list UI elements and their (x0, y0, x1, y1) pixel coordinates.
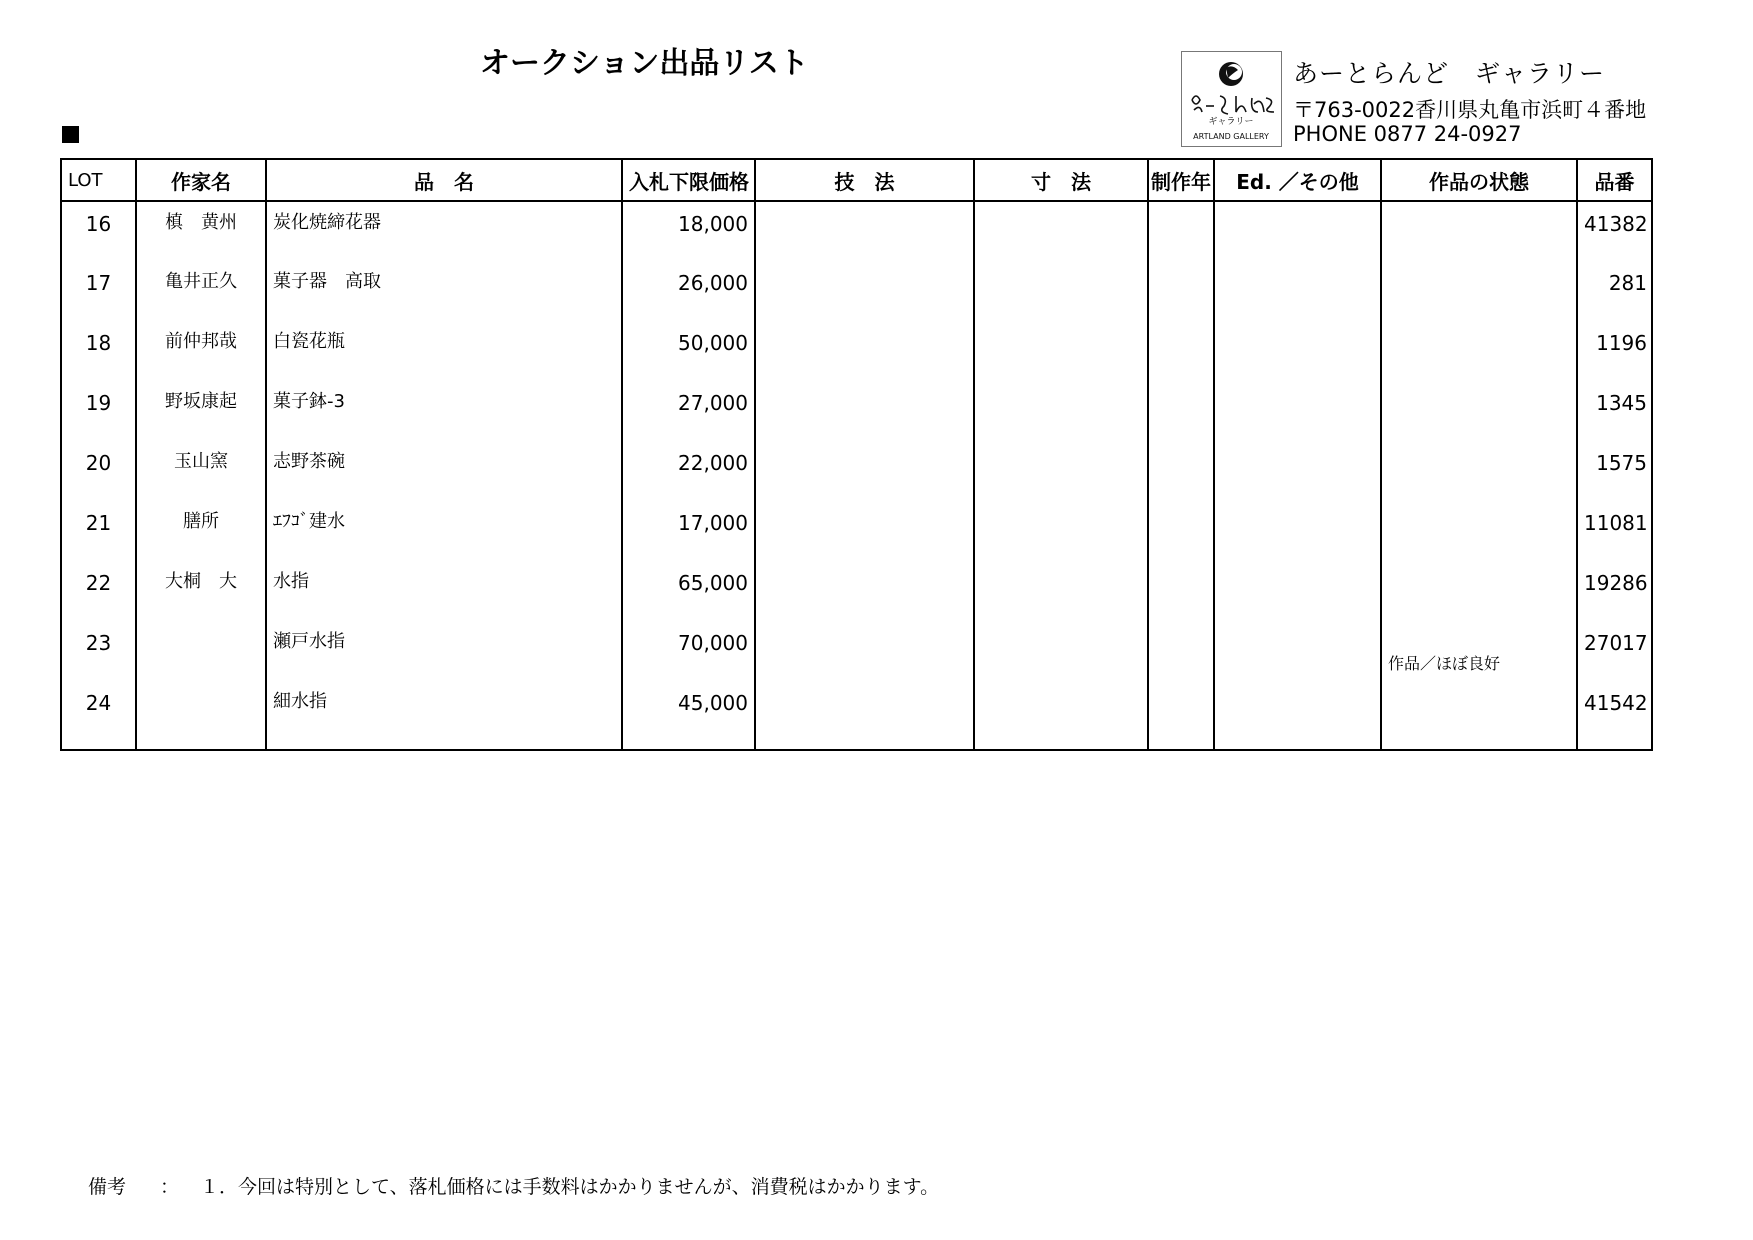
cell-lot: 20 (61, 441, 136, 501)
filler-cell (1381, 741, 1577, 750)
cell-artist: 前仲邦哉 (136, 321, 266, 381)
table-header-row (61, 159, 1652, 201)
filler-cell (622, 741, 755, 750)
cell-technique (755, 621, 974, 681)
cell-item-no: 19286 (1577, 561, 1652, 621)
header-lot: LOT (61, 159, 136, 201)
cell-year (1148, 561, 1214, 621)
cell-dimensions (974, 441, 1148, 501)
cell-edition (1214, 261, 1381, 321)
cell-condition: 作品／ほぼ良好 (1381, 621, 1577, 681)
table-row (61, 261, 1652, 321)
cell-item-no: 41382 (1577, 201, 1652, 261)
header-artist: 作家名 (136, 159, 266, 201)
cell-dimensions (974, 681, 1148, 741)
cell-year (1148, 381, 1214, 441)
cell-edition (1214, 201, 1381, 261)
cell-edition (1214, 321, 1381, 381)
cell-min-price: 70,000 (622, 621, 755, 681)
header-dimensions: 寸 法 (974, 159, 1148, 201)
cell-lot: 19 (61, 381, 136, 441)
cell-item: 志野茶碗 (266, 441, 622, 501)
cell-min-price: 27,000 (622, 381, 755, 441)
header-item-no: 品番 (1577, 159, 1652, 201)
cell-condition (1381, 561, 1577, 621)
cell-item: 菓子鉢-3 (266, 381, 622, 441)
section-square-marker (62, 126, 79, 143)
auction-list-table (60, 158, 1653, 751)
table-row (61, 201, 1652, 261)
cell-min-price: 22,000 (622, 441, 755, 501)
cell-technique (755, 321, 974, 381)
header-year: 制作年 (1148, 159, 1214, 201)
cell-technique (755, 681, 974, 741)
cell-year (1148, 681, 1214, 741)
table-row (61, 681, 1652, 741)
cell-item-no: 1345 (1577, 381, 1652, 441)
cell-dimensions (974, 261, 1148, 321)
filler-cell (1148, 741, 1214, 750)
cell-dimensions (974, 381, 1148, 441)
cell-artist (136, 621, 266, 681)
logo-mark-icon (1182, 52, 1281, 146)
cell-item: ｴﾌｺﾞ建水 (266, 501, 622, 561)
table-row (61, 381, 1652, 441)
cell-condition (1381, 261, 1577, 321)
cell-item: 細水指 (266, 681, 622, 741)
cell-lot: 22 (61, 561, 136, 621)
cell-item-no: 1575 (1577, 441, 1652, 501)
gallery-phone: PHONE 0877 24-0927 (1293, 122, 1522, 146)
gallery-name: あーとらんど ギャラリー (1293, 59, 1606, 88)
cell-min-price: 45,000 (622, 681, 755, 741)
remarks-note (88, 1172, 939, 1199)
cell-item-no: 11081 (1577, 501, 1652, 561)
filler-cell (1214, 741, 1381, 750)
cell-item: 瀬戸水指 (266, 621, 622, 681)
cell-edition (1214, 441, 1381, 501)
remarks-text: １．今回は特別として、落札価格には手数料はかかりませんが、消費税はかかります。 (200, 1176, 940, 1198)
cell-item-no: 41542 (1577, 681, 1652, 741)
header-min-price: 入札下限価格 (622, 159, 755, 201)
cell-min-price: 26,000 (622, 261, 755, 321)
header-edition: Ed. ／その他 (1214, 159, 1381, 201)
cell-artist: 野坂康起 (136, 381, 266, 441)
filler-cell (61, 741, 136, 750)
filler-cell (136, 741, 266, 750)
cell-lot: 17 (61, 261, 136, 321)
cell-edition (1214, 501, 1381, 561)
cell-condition (1381, 381, 1577, 441)
cell-edition (1214, 561, 1381, 621)
cell-lot: 21 (61, 501, 136, 561)
svg-text:ARTLAND GALLERY: ARTLAND GALLERY (1193, 132, 1269, 141)
cell-min-price: 65,000 (622, 561, 755, 621)
cell-dimensions (974, 621, 1148, 681)
cell-edition (1214, 381, 1381, 441)
cell-edition (1214, 681, 1381, 741)
cell-year (1148, 321, 1214, 381)
svg-text:ギャラリー: ギャラリー (1208, 117, 1254, 127)
filler-cell (266, 741, 622, 750)
cell-year (1148, 441, 1214, 501)
cell-artist: 膳所 (136, 501, 266, 561)
cell-edition (1214, 621, 1381, 681)
header-condition: 作品の状態 (1381, 159, 1577, 201)
cell-artist: 槙 黄州 (136, 201, 266, 261)
cell-year (1148, 621, 1214, 681)
table-row (61, 621, 1652, 681)
table-row (61, 501, 1652, 561)
cell-year (1148, 201, 1214, 261)
cell-artist: 大桐 大 (136, 561, 266, 621)
cell-artist: 亀井正久 (136, 261, 266, 321)
cell-dimensions (974, 501, 1148, 561)
cell-min-price: 18,000 (622, 201, 755, 261)
filler-cell (974, 741, 1148, 750)
cell-lot: 23 (61, 621, 136, 681)
cell-dimensions (974, 201, 1148, 261)
cell-condition (1381, 501, 1577, 561)
remarks-separator: ： (160, 1176, 180, 1198)
table-filler-row (61, 741, 1652, 750)
cell-year (1148, 261, 1214, 321)
cell-condition (1381, 201, 1577, 261)
cell-technique (755, 381, 974, 441)
cell-item: 炭化焼締花器 (266, 201, 622, 261)
page-title: オークション出品リスト (480, 46, 809, 81)
cell-artist: 玉山窯 (136, 441, 266, 501)
cell-lot: 24 (61, 681, 136, 741)
cell-technique (755, 201, 974, 261)
cell-dimensions (974, 561, 1148, 621)
remarks-label: 備考 (88, 1176, 127, 1198)
cell-condition (1381, 441, 1577, 501)
cell-year (1148, 501, 1214, 561)
cell-item-no: 281 (1577, 261, 1652, 321)
header-item: 品 名 (266, 159, 622, 201)
cell-artist (136, 681, 266, 741)
cell-item: 白瓷花瓶 (266, 321, 622, 381)
cell-item-no: 27017 (1577, 621, 1652, 681)
table-row (61, 441, 1652, 501)
cell-dimensions (974, 321, 1148, 381)
gallery-logo (1181, 51, 1282, 147)
cell-lot: 18 (61, 321, 136, 381)
cell-technique (755, 261, 974, 321)
gallery-address: 〒763-0022香川県丸亀市浜町４番地 (1293, 98, 1647, 122)
cell-technique (755, 441, 974, 501)
filler-cell (755, 741, 974, 750)
cell-lot: 16 (61, 201, 136, 261)
cell-condition (1381, 321, 1577, 381)
cell-item: 菓子器 高取 (266, 261, 622, 321)
cell-technique (755, 561, 974, 621)
table-row (61, 321, 1652, 381)
cell-min-price: 50,000 (622, 321, 755, 381)
table-row (61, 561, 1652, 621)
cell-min-price: 17,000 (622, 501, 755, 561)
cell-item-no: 1196 (1577, 321, 1652, 381)
filler-cell (1577, 741, 1652, 750)
cell-item: 水指 (266, 561, 622, 621)
cell-condition (1381, 681, 1577, 741)
header-technique: 技 法 (755, 159, 974, 201)
cell-technique (755, 501, 974, 561)
